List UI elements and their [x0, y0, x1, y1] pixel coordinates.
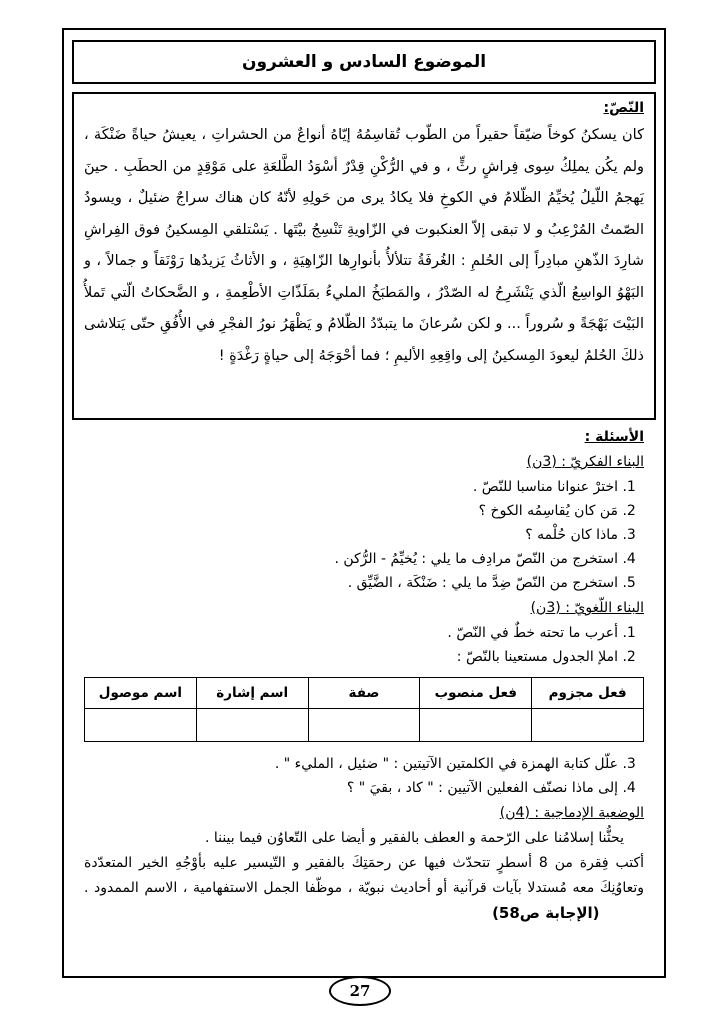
linguistic-label: البناء اللّغويّ :: [565, 600, 644, 616]
table-header-cell: فعل مجزوم: [532, 678, 644, 709]
table-header-cell: فعل منصوب: [420, 678, 532, 709]
table-cell: [308, 709, 420, 742]
text-heading: النّصّ:: [603, 100, 644, 116]
list-item: 2. مَن كان يُقاسِمُه الكوخ ؟: [84, 499, 618, 523]
integration-task: [84, 851, 644, 927]
questions-section: [72, 425, 656, 950]
table-header-row: [85, 678, 644, 709]
intellectual-points: (3ن): [526, 454, 557, 470]
questions-heading: الأسئلة :: [584, 429, 644, 445]
answer-reference: (الإجابة ص58): [492, 904, 600, 922]
intellectual-title: [84, 449, 644, 475]
intellectual-list: [84, 475, 644, 595]
table-header-cell: صفة: [308, 678, 420, 709]
topic-title: الموضوع السادس و العشرون: [72, 40, 656, 84]
list-item: 4. إلى ماذا نصنّف الفعلين الآتيين : " كاد ، بقيَ " ؟: [84, 776, 618, 800]
table-cell: [420, 709, 532, 742]
table-cell: [196, 709, 308, 742]
list-item: 3. علّل كتابة الهمزة في الكلمتين الآتيتين : " ضئيل ، المليء " .: [84, 752, 618, 776]
list-item: 5. استخرج من النّصّ ضِدَّ ما يلي : ضَنْكَة ، الضَّيِّق .: [84, 571, 618, 595]
table-cell: [532, 709, 644, 742]
linguistic-list-a: [84, 621, 644, 669]
intellectual-label: البناء الفكريّ :: [561, 454, 644, 470]
table-header-cell: اسم إشارة: [196, 678, 308, 709]
list-item: 1. اخترْ عنوانا مناسبا للنّصّ .: [84, 475, 618, 499]
linguistic-list-b: [84, 752, 644, 800]
integration-label: الوضعية الإدماجية :: [534, 805, 644, 821]
list-item: 4. استخرج من النّصّ مرادِف ما يلي : يُخيِّمُ - الرُّكن .: [84, 547, 618, 571]
integration-points: (4ن): [499, 805, 530, 821]
text-section: [72, 92, 656, 420]
list-item: 3. ماذا كان حُلْمه ؟: [84, 523, 618, 547]
list-item: 2. املإ الجدول مستعينا بالنّصّ :: [84, 645, 618, 669]
integration-title: [84, 800, 644, 826]
table-row: [85, 709, 644, 742]
text-paragraph: كان يسكنُ كوخاً ضيّقاً حقيراً من الطّوب تُقاسِمُهُ إيّاهُ أنواعٌ من الحشراتِ ، يعيشُ حياةً ضَنْكَة ، ولم يكُن يملِكُ سِوى فِراشٍ رثٍّ ، و في الرُّكْنِ قِدْرٌ أسْوَدُ الطَّلعَةِ على مَوْقِدٍ من الحطَبِ . حينَ يَهجمُ اللّيلُ يُخيِّمُ الظّلامُ في الكوخِ فلا يكادُ يرى من حَولِهِ لأنّهُ كان هناك سراجٌ ضئيلٌ ، ويسودُ الصّمتُ المُرْعِبُ و لا تبقى إلاّ العنكبوت في الزّاويةِ تَنْسِجُ بيْتَها . يَسْتلقي المِسكينُ فوق الفِراشِ شارِدَ الذّهنِ مبادِراً إلى الحُلمِ : الغُرفَةُ تتلألأُ بأنوارِها الزّاهِيَةِ ، و الأثاثُ يَزيدُها رَوْنَقاً و جمالاً ، و البَهْوُ الواسِعُ الّذي يَنْشَرِحُ له الصّدْرُ ، والمَطبَخُ المليءُ بمَلَذّاتِ الأطْعِمةِ ، و الضَّحكاتُ الّتي تَملأُ البَيْتَ بَهْجَةً و سُروراً ... و لكن سُرعانَ ما يتبدّدُ الظّلامُ و يَظْهَرُ نورُ الفجْرِ في الأُفُقِ حتّى يَتلاشى ذلكَ الحُلمُ ليعودَ المِسكينُ إلى واقِعِهِ الأليمِ ؛ فما أحْوَجَهُ إلى حياةٍ رَغْدَةٍ !: [84, 127, 644, 364]
list-item: 1. أعرب ما تحته خطٌ في النّصّ .: [84, 621, 618, 645]
linguistic-points: (3ن): [530, 600, 561, 616]
integration-task-text: أكتب فِقرة من 8 أسطرٍ تتحدّث فيها عن رحمَتِكَ بالفقير و التّيسير عليه بأوْجُهِ الخير المتعدّدة وتعاوُنِكَ معه مُستدلا بآيات قرآنية أو أحاديث نبويّة ، موظّفا الجمل الاستفهامية ، الاسم الممدود .: [84, 855, 644, 896]
table-cell: [85, 709, 197, 742]
page-number: 27: [329, 976, 391, 1006]
integration-intro: يحثُّنا إسلامُنا على الرّحمة و العطف بالفقير و أيضا على التّعاوُن فيما بيننا .: [204, 830, 624, 846]
page-frame: [62, 28, 666, 978]
linguistic-title: [84, 595, 644, 621]
table-header-cell: اسم موصول: [85, 678, 197, 709]
grammar-table: [84, 677, 644, 742]
